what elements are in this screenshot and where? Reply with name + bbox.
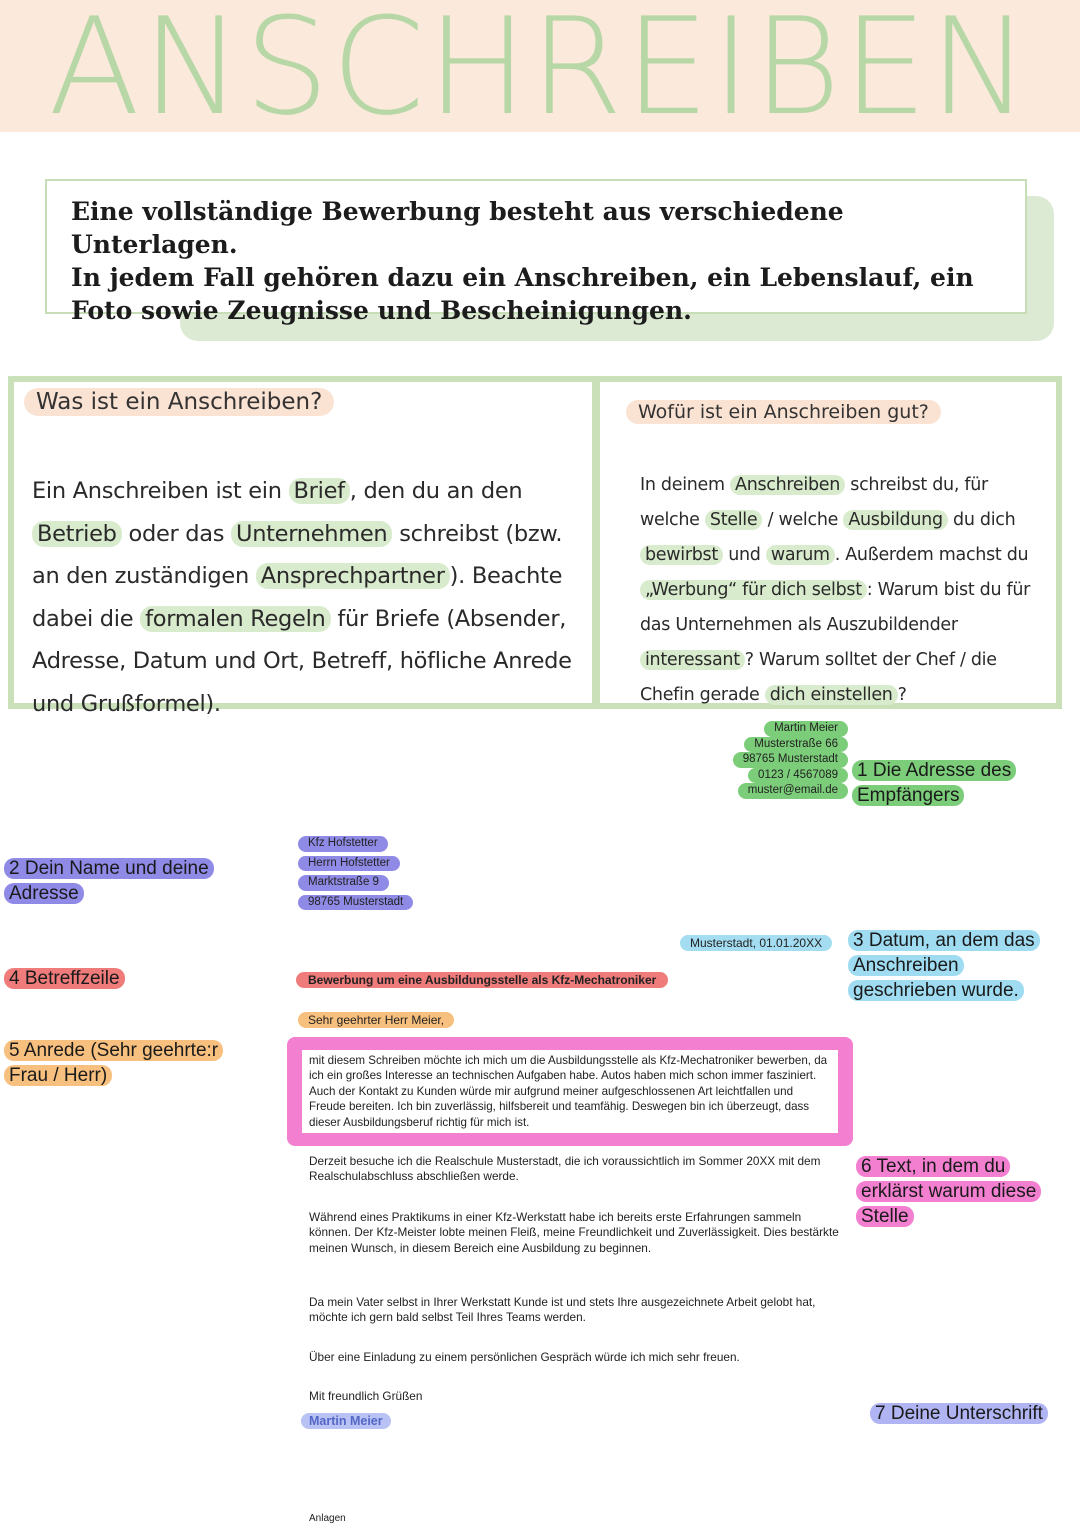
highlight-term: Ausbildung — [843, 510, 947, 530]
text-run: und — [722, 545, 766, 565]
sender-street: Musterstraße 66 — [744, 737, 848, 753]
letter-signature: Martin Meier — [301, 1413, 391, 1429]
label-2-line-1: 2 Dein Name und deine — [4, 858, 214, 879]
sender-phone: 0123 / 4567089 — [748, 768, 848, 784]
panel-right-text — [640, 468, 1050, 713]
text-run: ? — [897, 685, 907, 705]
text-run: schreibst du, für welche — [640, 475, 988, 530]
label-6-line-2: erklärst warum diese — [856, 1181, 1041, 1202]
label-1-line-2: Empfängers — [852, 785, 964, 806]
panel-left-text — [32, 470, 582, 725]
highlight-term: „Werbung“ für dich selbst — [640, 580, 867, 600]
question-what-for: Wofür ist ein Anschreiben gut? — [626, 400, 941, 424]
label-1 — [852, 758, 1016, 808]
label-5 — [4, 1038, 223, 1088]
highlight-term: Betrieb — [32, 521, 122, 547]
recipient-person: Herrn Hofstetter — [298, 856, 400, 872]
highlight-term: Unternehmen — [231, 521, 392, 547]
label-6-line-3: Stelle — [856, 1206, 914, 1227]
text-run: du dich — [947, 510, 1016, 530]
sender-address — [712, 721, 848, 799]
label-6 — [856, 1154, 1041, 1229]
question-what-is: Was ist ein Anschreiben? — [24, 388, 334, 416]
label-3-line-3: geschrieben wurde. — [848, 980, 1024, 1001]
recipient-city: 98765 Musterstadt — [298, 895, 413, 911]
letter-closing: Mit freundlich Grüßen — [309, 1389, 423, 1403]
sender-city: 98765 Musterstadt — [733, 752, 848, 768]
panel-divider — [592, 376, 600, 709]
label-1-line-1: 1 Die Adresse des — [852, 760, 1016, 781]
letter-paragraph-3: Da mein Vater selbst in Ihrer Werkstatt Kunde ist und stets Ihre ausgezeichnete Arbeit gelobt hat, möchte ich gern bald selbst Teil Ihres Teams werden. — [309, 1295, 816, 1325]
label-4 — [4, 966, 125, 991]
sender-name: Martin Meier — [764, 721, 848, 737]
highlight-term: bewirbst — [640, 545, 723, 565]
letter-intro-paragraph: mit diesem Schreiben möchte ich mich um die Ausbildungsstelle als Kfz-Mechatroniker bewerben, da ich ein großes Interesse an technischen Aufgaben habe. Autos haben mich schon immer fasziniert. Auch der Kontakt zu Kunden würde mir aufgrund meiner aufgeschlossenen Art leichtfallen und Freude bereiten. Ich bin zuverlässig, hilfsbereit und teamfähig. Deswegen bin ich überzeugt, dass dieser Ausbildungsberuf richtig für mich ist. — [302, 1050, 838, 1133]
sender-email: muster@email.de — [738, 783, 848, 799]
letter-paragraph-4: Über eine Einladung zu einem persönlichen Gespräch würde ich mich sehr freuen. — [309, 1350, 740, 1364]
label-5-line-1: 5 Anrede (Sehr geehrte:r — [4, 1040, 223, 1061]
text-run: für Briefe (Absender, Adresse, Datum und Ort, Betreff, höfliche Anrede und Grußformel). — [32, 605, 572, 717]
intro-line-2: In jedem Fall gehören dazu ein Anschreiben, ein Lebenslauf, ein — [71, 263, 974, 292]
letter-salutation: Sehr geehrter Herr Meier, — [298, 1012, 454, 1028]
highlight-term: warum — [766, 545, 835, 565]
label-3-line-2: Anschreiben — [848, 955, 964, 976]
text-run: , den du an den — [349, 478, 523, 504]
text-run: schreibst (bzw. an den zuständigen — [32, 520, 563, 589]
text-run: / welche — [762, 510, 844, 530]
recipient-address — [298, 836, 413, 910]
intro-line-1: Eine vollständige Bewerbung besteht aus verschiedene Unterlagen. — [71, 197, 844, 259]
label-3-line-1: 3 Datum, an dem das — [848, 930, 1040, 951]
highlight-term: formalen Regeln — [140, 606, 330, 632]
letter-paragraph-1: Derzeit besuche ich die Realschule Musterstadt, die ich voraussichtlich im Sommer 20XX mit dem Realschulabschluss abschließen werde. — [309, 1154, 821, 1184]
label-7 — [870, 1401, 1048, 1426]
label-4-line-1: 4 Betreffzeile — [4, 968, 125, 989]
letter-paragraph-2: Während eines Praktikums in einer Kfz-Werkstatt habe ich bereits erste Erfahrungen sammeln können. Der Kfz-Meister lobte meinen Fleiß, meine Freundlichkeit und Zuverlässigkeit. Dies bestärkte meinen Wunsch, in diesem Bereich eine Ausbildung zu beginnen. — [309, 1210, 839, 1255]
page-title: ANSCHREIBEN — [48, 0, 1032, 145]
text-run: oder das — [121, 520, 232, 547]
label-3 — [848, 928, 1040, 1003]
highlight-term: interessant — [640, 650, 745, 670]
intro-box — [45, 179, 1027, 325]
highlight-term: Brief — [289, 478, 350, 504]
text-run: In deinem — [640, 475, 731, 495]
text-run: : Warum bist du für das Unternehmen als Auszubildender — [640, 580, 1031, 635]
letter-subject: Bewerbung um eine Ausbildungsstelle als Kfz-Mechatroniker — [296, 972, 668, 988]
highlight-term: Anschreiben — [730, 475, 845, 495]
recipient-company: Kfz Hofstetter — [298, 836, 388, 852]
highlight-term: Stelle — [705, 510, 762, 530]
label-2 — [4, 856, 214, 906]
text-run: ? Warum solltet der Chef / die Chefin gerade — [640, 650, 997, 705]
text-run: . Außerdem machst du — [834, 545, 1029, 565]
recipient-street: Marktstraße 9 — [298, 875, 389, 891]
label-2-line-2: Adresse — [4, 883, 84, 904]
text-run: ). Beachte dabei die — [32, 563, 563, 632]
highlight-term: Ansprechpartner — [256, 563, 450, 589]
intro-line-3: Foto sowie Zeugnisse und Bescheinigungen. — [71, 296, 692, 325]
highlight-term: dich einstellen — [765, 685, 898, 705]
text-run: Ein Anschreiben ist ein — [32, 478, 289, 504]
label-5-line-2: Frau / Herr) — [4, 1065, 112, 1086]
letter-attachments: Anlagen — [309, 1513, 346, 1524]
label-6-line-1: 6 Text, in dem du — [856, 1156, 1010, 1177]
label-7-line-1: 7 Deine Unterschrift — [870, 1403, 1048, 1424]
letter-date: Musterstadt, 01.01.20XX — [680, 935, 832, 951]
